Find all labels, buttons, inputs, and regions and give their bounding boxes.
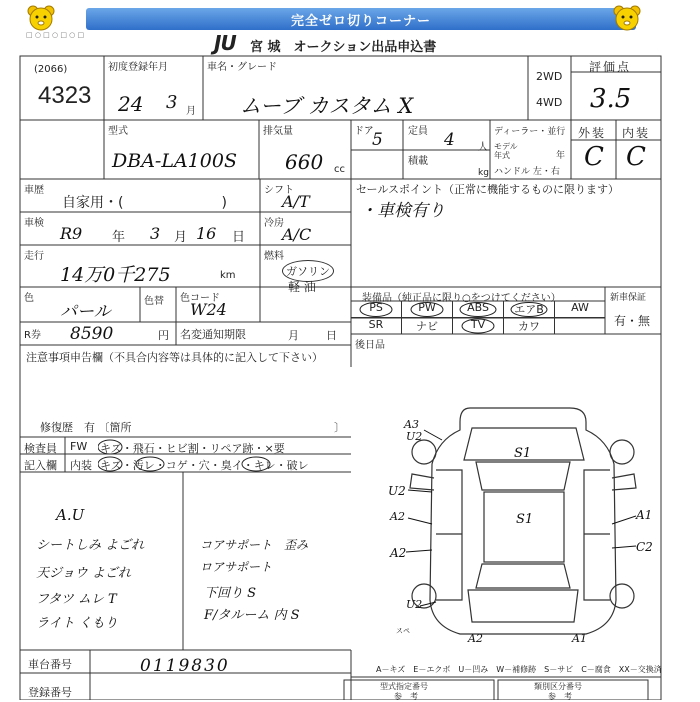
equip-leather: カワ — [504, 318, 555, 334]
equip-ps: PS — [351, 301, 402, 318]
interior-label: 内装 — [622, 126, 651, 140]
damage-mark-c2: C2 — [636, 540, 653, 554]
damage-mark-s1-roof: S1 — [516, 512, 534, 527]
damage-mark-a2-rear: A2 — [468, 632, 483, 645]
sheet-title: 宮 城 オークション出品申込書 — [250, 40, 437, 55]
exterior-label: 外装 — [578, 126, 607, 140]
fuel-diesel: 軽 油 — [288, 280, 316, 294]
damage-mark-a2-left-rear: A2 — [390, 546, 407, 560]
remark-right-2: ロアサポート — [200, 560, 273, 574]
recycle-label: R券 — [24, 330, 41, 341]
class-number-label: 類別区分番号 — [534, 682, 582, 691]
header-band-title: 完全ゼロ切りコーナー — [86, 8, 636, 30]
damage-mark-a2-left: A2 — [390, 510, 405, 523]
registration-label: 初度登録年月 — [108, 62, 168, 73]
ac-value: A/C — [282, 225, 312, 244]
new-warranty-label: 新車保証 — [610, 293, 647, 303]
inspector-row1: キズ・飛石・ヒビ割・リペア跡・×要 — [100, 442, 285, 455]
warranty-value: 有・無 — [614, 314, 651, 328]
equip-navi: ナビ — [402, 318, 453, 334]
recycle-value: 8590 — [70, 324, 114, 344]
grade-value: 3.5 — [590, 84, 632, 114]
chassis-value: 0119830 — [140, 656, 230, 676]
displacement-label: 排気量 — [263, 126, 293, 137]
color-code-value: W24 — [190, 300, 227, 319]
drive-2wd: 2WD — [536, 70, 563, 83]
inspection-label: 車検 — [24, 218, 44, 229]
model-value: DBA-LA100S — [112, 150, 237, 172]
doors-value: 5 — [372, 130, 383, 150]
spare-label: スペ — [396, 627, 410, 635]
drive-4wd: 4WD — [536, 96, 563, 109]
name-change-label: 名変通知期限 — [180, 328, 246, 341]
delivery-label: 後日品 — [355, 340, 385, 351]
dealer-label: ディーラー・並行 — [494, 127, 566, 137]
remark-right-4: F/タルーム 内 S — [204, 608, 300, 623]
inspector-row2-tag: 内装 — [70, 459, 92, 472]
damage-mark-u2-left: U2 — [388, 484, 406, 498]
recycle-unit: 円 — [158, 329, 169, 342]
remark-left-3: 天ジョウ よごれ — [36, 566, 131, 581]
inspector-row2: キズ・汚レ・コゲ・穴・臭イ・キレ・破レ — [100, 459, 309, 472]
inspection-day-unit: 日 — [232, 230, 246, 245]
sales-point-label: セールスポイント（正常に機能するものに限ります） — [356, 183, 620, 196]
fuel-gasoline: ガソリン — [282, 260, 334, 282]
equipment-circles — [351, 301, 605, 334]
displacement-value: 660 — [285, 150, 324, 174]
exterior-value: C — [584, 142, 604, 172]
type-designation-ref: 参 考 — [394, 692, 418, 701]
ju-logo: JU — [214, 31, 236, 55]
color-swap-label: 色替 — [144, 296, 164, 307]
shift-label: シフト — [264, 185, 294, 196]
inspector-entry-label: 記入欄 — [24, 459, 57, 472]
usage-label: 車歴 — [24, 185, 44, 196]
inspector-circles — [98, 437, 358, 472]
mileage-value: 14万0千275 — [60, 264, 171, 286]
lot-small-number: (2066) — [34, 64, 68, 75]
equip-aw: AW — [555, 301, 605, 318]
header-dots: □ ○ □ ○ □ ○ □ — [26, 31, 85, 39]
notes-label: 注意事項申告欄（不具合内容等は具体的に記入して下さい） — [26, 351, 323, 364]
fuel-label: 燃料 — [264, 251, 284, 262]
damage-mark-a1-right: A1 — [636, 508, 653, 522]
remark-right-3: 下回り S — [204, 586, 257, 601]
type-designation-label: 型式指定番号 — [380, 682, 428, 691]
equip-airbag: エアB — [504, 301, 555, 318]
inspector-row1-tag: FW — [70, 440, 88, 453]
usage-value: 自家用・( ) — [62, 195, 227, 211]
remark-left-2: シートしみ よごれ — [36, 538, 145, 553]
remark-left-4: フタツ ムレ T — [36, 592, 117, 607]
doors-label: ドア — [354, 126, 374, 137]
damage-mark-a1-rear: A1 — [572, 632, 587, 645]
grade-label: 評価点 — [589, 60, 632, 74]
damage-mark-u2-top: U2 — [406, 430, 423, 443]
inspection-era: R9 — [60, 224, 83, 243]
color-value: パール — [60, 302, 111, 322]
equip-sr: SR — [351, 318, 402, 334]
color-code-label: 色コード — [180, 293, 220, 304]
registration-year: 24 — [118, 92, 144, 116]
equip-tv: TV — [453, 318, 504, 334]
damage-mark-s1-windshield: S1 — [514, 446, 532, 461]
damage-mark-a3: A3 — [404, 418, 419, 431]
equip-abs: ABS — [453, 301, 504, 318]
inspector-label: 検査員 — [24, 442, 57, 455]
capacity-label: 定員 — [408, 126, 428, 137]
damage-legend: A－キズ E－エクボ U－凹み W－補修跡 S－サビ C－腐食 XX－交換済 — [376, 665, 662, 674]
inspection-year-unit: 年 — [112, 230, 126, 245]
equipment-label: 装備品（純正品に限り○をつけてください） — [362, 293, 561, 304]
inspection-month: 3 — [150, 224, 161, 243]
mileage-label: 走行 — [24, 251, 44, 262]
damage-mark-u2-rear: U2 — [406, 598, 423, 611]
inspection-month-unit: 月 — [174, 230, 188, 245]
repair-history-label: 修復歴 有 〔箇所 — [40, 421, 132, 434]
chassis-label: 車台番号 — [28, 658, 72, 671]
model-year-unit: 年 — [556, 151, 566, 161]
lot-number: 4323 — [38, 82, 92, 109]
remark-right-1: コアサポート 歪み — [200, 538, 309, 552]
handle-label: ハンドル 左・右 — [494, 167, 560, 177]
mileage-unit: km — [220, 270, 236, 281]
capacity-value: 4 — [444, 130, 455, 150]
car-name-value: ムーブ カスタム X — [240, 94, 414, 118]
remark-left-5: ライト くもり — [36, 616, 118, 631]
class-number-ref: 参 考 — [548, 692, 572, 701]
loading-label: 積載 — [408, 156, 428, 167]
inspection-day: 16 — [196, 224, 217, 243]
shift-value: A/T — [282, 192, 310, 211]
loading-unit: kg — [478, 168, 489, 178]
color-label: 色 — [24, 293, 34, 304]
registration-month: 3 — [166, 92, 178, 113]
ac-label: 冷房 — [264, 218, 284, 229]
model-year-label: モデル年式 — [494, 142, 518, 160]
interior-value: C — [626, 142, 646, 172]
displacement-unit: cc — [334, 164, 345, 175]
car-name-label: 車名・グレード — [207, 62, 277, 73]
registration-month-label: 月 — [186, 106, 196, 117]
model-label: 型式 — [108, 126, 128, 137]
registration-number-label: 登録番号 — [28, 686, 72, 699]
capacity-unit: 人 — [478, 142, 488, 153]
name-change-day: 日 — [326, 329, 337, 342]
remark-left-1: A.U — [56, 506, 85, 524]
repair-history-end: 〕 — [334, 421, 345, 434]
name-change-month: 月 — [288, 329, 299, 342]
sales-point-value: ・車検有り — [360, 201, 445, 221]
equip-pw: PW — [402, 301, 453, 318]
